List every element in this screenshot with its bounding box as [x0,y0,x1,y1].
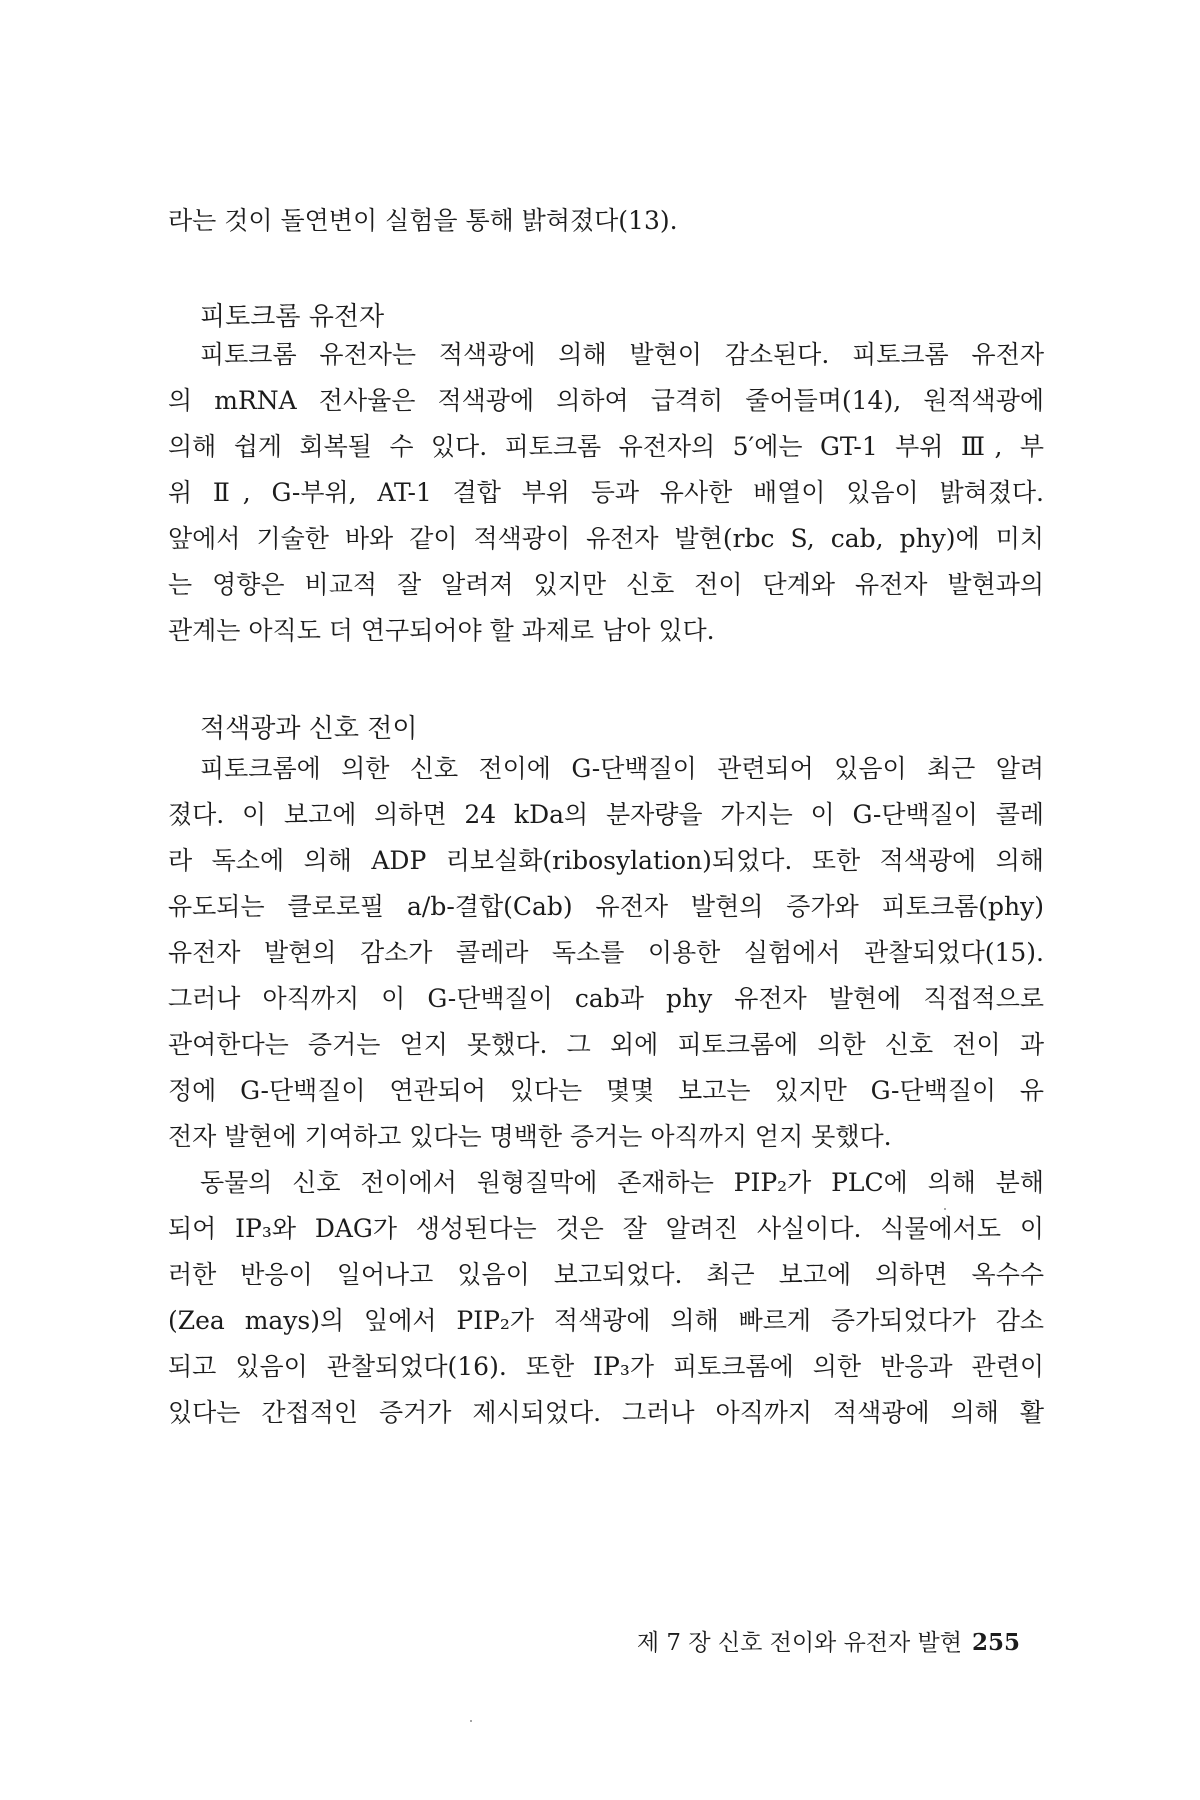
body-line: 동물의 신호 전이에서 원형질막에 존재하는 PIP₂가 PLC에 의해 분해 [200,1168,1044,1197]
body-line: 관계는 아직도 더 연구되어야 할 과제로 남아 있다. [168,616,715,645]
body-line: 피토크롬 유전자는 적색광에 의해 발현이 감소된다. 피토크롬 유전자 [200,340,1044,369]
footer-chapter-title: 제 7 장 신호 전이와 유전자 발현 [636,1630,962,1656]
body-line: 는 영향은 비교적 잘 알려져 있지만 신호 전이 단계와 유전자 발현과의 [168,570,1044,599]
body-line: 되고 있음이 관찰되었다(16). 또한 IP₃가 피토크롬에 의한 반응과 관련이 [168,1352,1044,1381]
body-line: 라 독소에 의해 ADP 리보실화(ribosylation)되었다. 또한 적색광에 의해 [168,846,1044,875]
body-line: 졌다. 이 보고에 의하면 24 kDa의 분자량을 가지는 이 G-단백질이 콜레 [168,800,1044,829]
body-line: 러한 반응이 일어나고 있음이 보고되었다. 최근 보고에 의하면 옥수수 [168,1260,1044,1289]
body-line: 관여한다는 증거는 얻지 못했다. 그 외에 피토크롬에 의한 신호 전이 과 [168,1030,1044,1059]
body-line: 유도되는 클로로필 a/b-결합(Cab) 유전자 발현의 증가와 피토크롬(phy) [168,892,1044,921]
opening-line: 라는 것이 돌연변이 실험을 통해 밝혀졌다(13). [168,206,678,235]
body-line: 있다는 간접적인 증거가 제시되었다. 그러나 아직까지 적색광에 의해 활 [168,1398,1044,1427]
body-line: 의 mRNA 전사율은 적색광에 의하여 급격히 줄어들며(14), 원적색광에 [168,386,1044,415]
body-line: 전자 발현에 기여하고 있다는 명백한 증거는 아직까지 얻지 못했다. [168,1122,892,1151]
running-footer [637,1624,1020,1657]
body-line: 그러나 아직까지 이 G-단백질이 cab과 phy 유전자 발현에 직접적으로 [168,984,1044,1013]
body-line: 위 Ⅱ, G-부위, AT-1 결합 부위 등과 유사한 배열이 있음이 밝혀졌다. [168,478,1044,507]
scan-speck [944,1208,946,1210]
page-number: 255 [971,1629,1020,1656]
body-line: 의해 쉽게 회복될 수 있다. 피토크롬 유전자의 5′에는 GT-1 부위 Ⅲ, 부 [168,432,1044,461]
body-line: (Zea mays)의 잎에서 PIP₂가 적색광에 의해 빠르게 증가되었다가 감소 [168,1306,1044,1335]
body-line: 되어 IP₃와 DAG가 생성된다는 것은 잘 알려진 사실이다. 식물에서도 이 [168,1214,1044,1243]
scan-speck [470,1720,472,1722]
body-line: 피토크롬에 의한 신호 전이에 G-단백질이 관련되어 있음이 최근 알려 [200,754,1044,783]
body-line: 앞에서 기술한 바와 같이 적색광이 유전자 발현(rbc S, cab, phy)에 미치 [168,524,1044,553]
body-line: 유전자 발현의 감소가 콜레라 독소를 이용한 실험에서 관찰되었다(15). [168,938,1044,967]
section-heading-red-light-signal: 적색광과 신호 전이 [200,714,418,744]
section-heading-phytochrome-gene: 피토크롬 유전자 [200,302,385,332]
body-line: 정에 G-단백질이 연관되어 있다는 몇몇 보고는 있지만 G-단백질이 유 [168,1076,1044,1105]
